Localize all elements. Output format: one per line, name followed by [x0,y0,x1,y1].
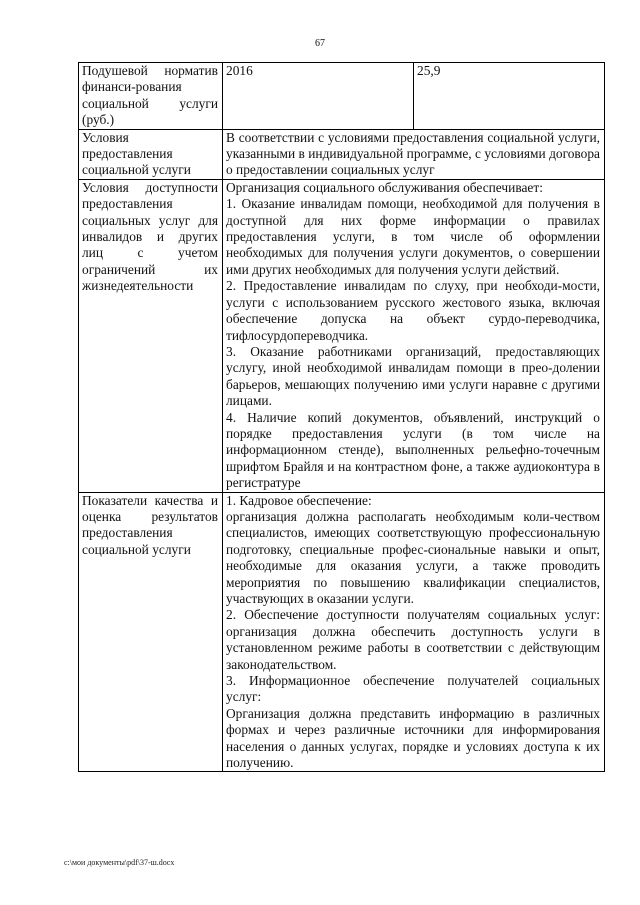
table-row-financing-norm [79,63,605,130]
quality-item-3-heading: 3. Информационное обеспечение получателей социальных услуг: [226,673,600,705]
provision-conditions-text: В соответствии с условиями предоставления социальной услуги, указанными в индивидуальной программе, с условиями договора о предоставлении социальных услуг [223,129,605,179]
financing-norm-label: Подушевой норматив финанси-рования социальной услуги (руб.) [79,63,223,130]
table-row-quality-indicators [79,492,605,772]
quality-item-1-text: организация должна располагать необходимым коли-чеством специалистов, имеющих соответствующую профессиональную подготовку, специальные профес-сиональные навыки и опыт, необходимые для оказания услуги, а также проводить мероприятия по повышению квалификации специалистов, участвующих в оказании услуги. [226,508,600,606]
accessibility-conditions-text [223,179,605,492]
quality-indicators-label: Показатели качества и оценка результатов предоставления социальной услуги [79,492,223,772]
accessibility-conditions-label: Условия доступности предоставления социальных услуг для инвалидов и других лиц с учетом ограничений их жизнедеятельности [79,179,223,492]
table-row-provision-conditions [79,129,605,179]
quality-indicators-text [223,492,605,772]
service-standard-table [78,62,605,772]
accessibility-item-3: 3. Оказание работниками организаций, предоставляющих услугу, иной необходимой инвалидам помощи в прео-долении барьеров, мешающих получению ими услуги наравне с другими лицами. [226,343,600,409]
provision-conditions-label: Условия предоставления социальной услуги [79,129,223,179]
quality-item-3-text: Организация должна представить информацию в различных формах и через различные источники для информирования населения о данных услугах, порядке и условиях доступа к их получению. [226,705,600,771]
accessibility-item-1: 1. Оказание инвалидам помощи, необходимой для получения в доступной для них форме информации о правилах предоставления услуги, в том числе об оформлении необходимых для получения услуги документов, о совершении ими других необходимых для получения услуги действий. [226,196,600,277]
table-row-accessibility-conditions [79,179,605,492]
accessibility-item-2: 2. Предоставление инвалидам по слуху, при необходи-мости, услуги с использованием русского жестового языка, включая обеспечение допуска на объект сурдо-переводчика, тифлосурдопереводчика. [226,278,600,343]
page-number: 67 [315,38,325,49]
quality-item-2: 2. Обеспечение доступности получателям социальных услуг: организация должна обеспечить доступность услуги в установленном режиме работы в соответствии с действующим законодательством. [226,607,600,672]
accessibility-intro: Организация социального обслуживания обеспечивает: [226,179,543,195]
financing-year: 2016 [223,63,414,130]
financing-value: 25,9 [414,63,605,130]
quality-item-1-heading: 1. Кадровое обеспечение: [226,492,372,508]
accessibility-item-4: 4. Наличие копий документов, объявлений, инструкций о порядке предоставления услуги (в том числе на информационном стенде), выполненных рельефно-точечным шрифтом Брайля и на контрастном фоне, а также аудиоконтура в регистратуре [226,409,600,491]
footer-file-path: c:\мои документы\pdf\37-ш.docx [64,858,175,867]
